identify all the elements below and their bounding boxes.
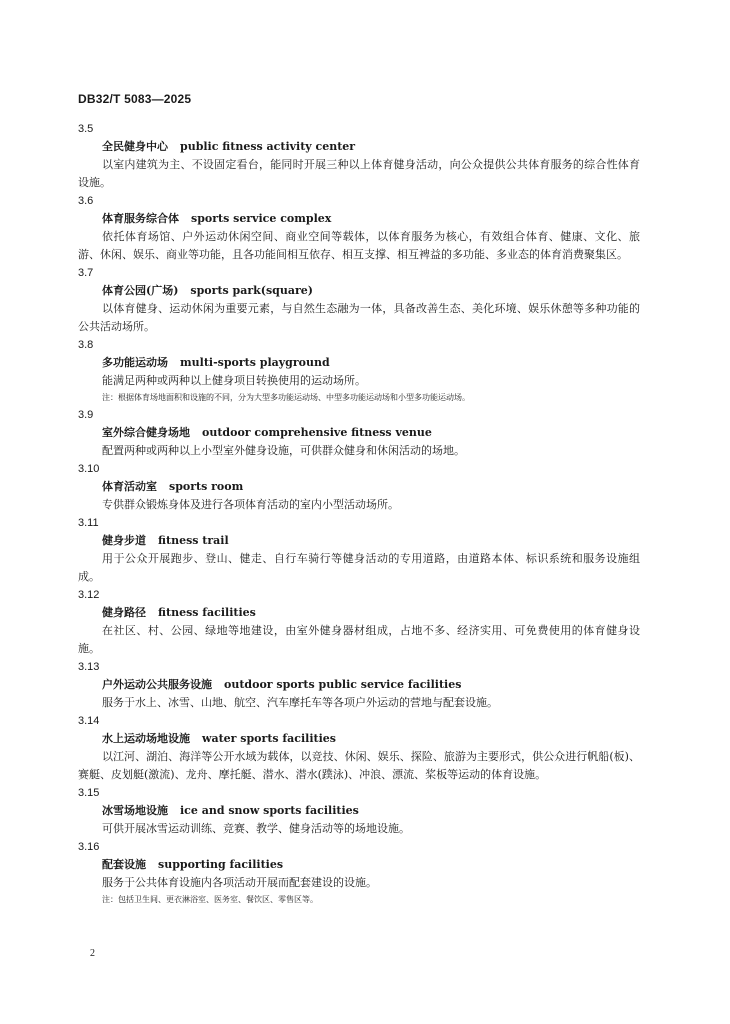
term-heading (78, 856, 640, 874)
term-heading (78, 604, 640, 622)
term-zh: 多功能运动场 (102, 356, 168, 369)
terms-list (78, 120, 640, 908)
term-zh: 冰雪场地设施 (102, 804, 168, 817)
term-heading (78, 532, 640, 550)
term-en: fitness trail (158, 534, 229, 547)
term-entry (78, 460, 640, 514)
term-en: outdoor sports public service facilities (224, 678, 462, 691)
term-en: sports park(square) (190, 284, 313, 297)
term-note: 注：根据体育场地面积和设施的不同，分为大型多功能运动场、中型多功能运动场和小型多功能运动场。 (102, 393, 470, 402)
term-en: ice and snow sports facilities (180, 804, 359, 817)
term-en: fitness facilities (158, 606, 256, 619)
clause-number: 3.7 (78, 267, 94, 279)
term-heading (78, 478, 640, 496)
term-zh: 体育公园(广场) (102, 284, 179, 297)
term-entry (78, 336, 640, 406)
clause-number: 3.11 (78, 517, 99, 529)
clause-number: 3.15 (78, 787, 100, 799)
term-definition: 用于公众开展跑步、登山、健走、自行车骑行等健身活动的专用道路，由道路本体、标识系统和服务设施组成。 (78, 552, 640, 583)
term-heading (78, 282, 640, 300)
clause-number: 3.16 (78, 841, 100, 853)
clause-number: 3.8 (78, 339, 94, 351)
term-zh: 体育活动室 (102, 480, 157, 493)
term-entry (78, 784, 640, 838)
term-definition: 以室内建筑为主、不设固定看台，能同时开展三种以上体育健身活动，向公众提供公共体育服务的综合性体育设施。 (78, 158, 640, 189)
term-definition: 依托体育场馆、户外运动休闲空间、商业空间等载体，以体育服务为核心，有效组合体育、健康、文化、旅游、休闲、娱乐、商业等功能，且各功能间相互依存、相互支撑、相互裨益的多功能、多业态的体育消费聚集区。 (78, 230, 640, 261)
clause-number: 3.13 (78, 661, 100, 673)
term-zh: 户外运动公共服务设施 (102, 678, 212, 691)
term-entry (78, 712, 640, 784)
clause-number: 3.12 (78, 589, 100, 601)
term-entry (78, 192, 640, 264)
term-definition: 能满足两种或两种以上健身项目转换使用的运动场所。 (102, 374, 366, 387)
clause-number: 3.5 (78, 123, 94, 135)
term-en: public fitness activity center (180, 140, 356, 153)
term-heading (78, 802, 640, 820)
term-heading (78, 354, 640, 372)
term-entry (78, 264, 640, 336)
term-entry (78, 406, 640, 460)
term-definition: 服务于水上、冰雪、山地、航空、汽车摩托车等各项户外运动的营地与配套设施。 (102, 696, 498, 709)
term-entry (78, 586, 640, 658)
term-definition: 可供开展冰雪运动训练、竞赛、教学、健身活动等的场地设施。 (102, 822, 410, 835)
term-heading (78, 424, 640, 442)
term-zh: 室外综合健身场地 (102, 426, 190, 439)
term-heading (78, 676, 640, 694)
term-zh: 全民健身中心 (102, 140, 168, 153)
term-zh: 水上运动场地设施 (102, 732, 190, 745)
term-en: supporting facilities (158, 858, 284, 871)
term-heading (78, 210, 640, 228)
term-zh: 健身步道 (102, 534, 146, 547)
term-en: water sports facilities (202, 732, 336, 745)
term-en: sports room (169, 480, 244, 493)
term-definition: 在社区、村、公园、绿地等地建设，由室外健身器材组成，占地不多、经济实用、可免费使用的体育健身设施。 (78, 624, 640, 655)
term-entry (78, 514, 640, 586)
term-entry (78, 838, 640, 908)
term-heading (78, 730, 640, 748)
term-zh: 体育服务综合体 (102, 212, 179, 225)
document-code: DB32/T 5083—2025 (78, 92, 192, 106)
term-entry (78, 658, 640, 712)
clause-number: 3.14 (78, 715, 100, 727)
clause-number: 3.10 (78, 463, 100, 475)
clause-number: 3.6 (78, 195, 94, 207)
term-zh: 配套设施 (102, 858, 146, 871)
term-en: outdoor comprehensive fitness venue (202, 426, 432, 439)
page-number: 2 (90, 948, 95, 959)
term-definition: 以体育健身、运动休闲为重要元素，与自然生态融为一体，具备改善生态、美化环境、娱乐休憩等多种功能的公共活动场所。 (78, 302, 640, 333)
term-en: sports service complex (191, 212, 332, 225)
term-definition: 配置两种或两种以上小型室外健身设施，可供群众健身和休闲活动的场地。 (102, 444, 465, 457)
term-heading (78, 138, 640, 156)
term-entry (78, 120, 640, 192)
term-definition: 服务于公共体育设施内各项活动开展而配套建设的设施。 (102, 876, 377, 889)
term-zh: 健身路径 (102, 606, 146, 619)
term-definition: 以江河、湖泊、海洋等公开水域为载体，以竞技、休闲、娱乐、探险、旅游为主要形式，供公众进行帆船(板)、赛艇、皮划艇(激流)、龙舟、摩托艇、潜水、潜水(蹼泳)、冲浪、漂流、桨板等运动的体育设施。 (78, 750, 640, 781)
term-definition: 专供群众锻炼身体及进行各项体育活动的室内小型活动场所。 (102, 498, 399, 511)
term-note: 注：包括卫生间、更衣淋浴室、医务室、餐饮区、零售区等。 (102, 895, 318, 904)
clause-number: 3.9 (78, 409, 94, 421)
term-en: multi-sports playground (180, 356, 330, 369)
